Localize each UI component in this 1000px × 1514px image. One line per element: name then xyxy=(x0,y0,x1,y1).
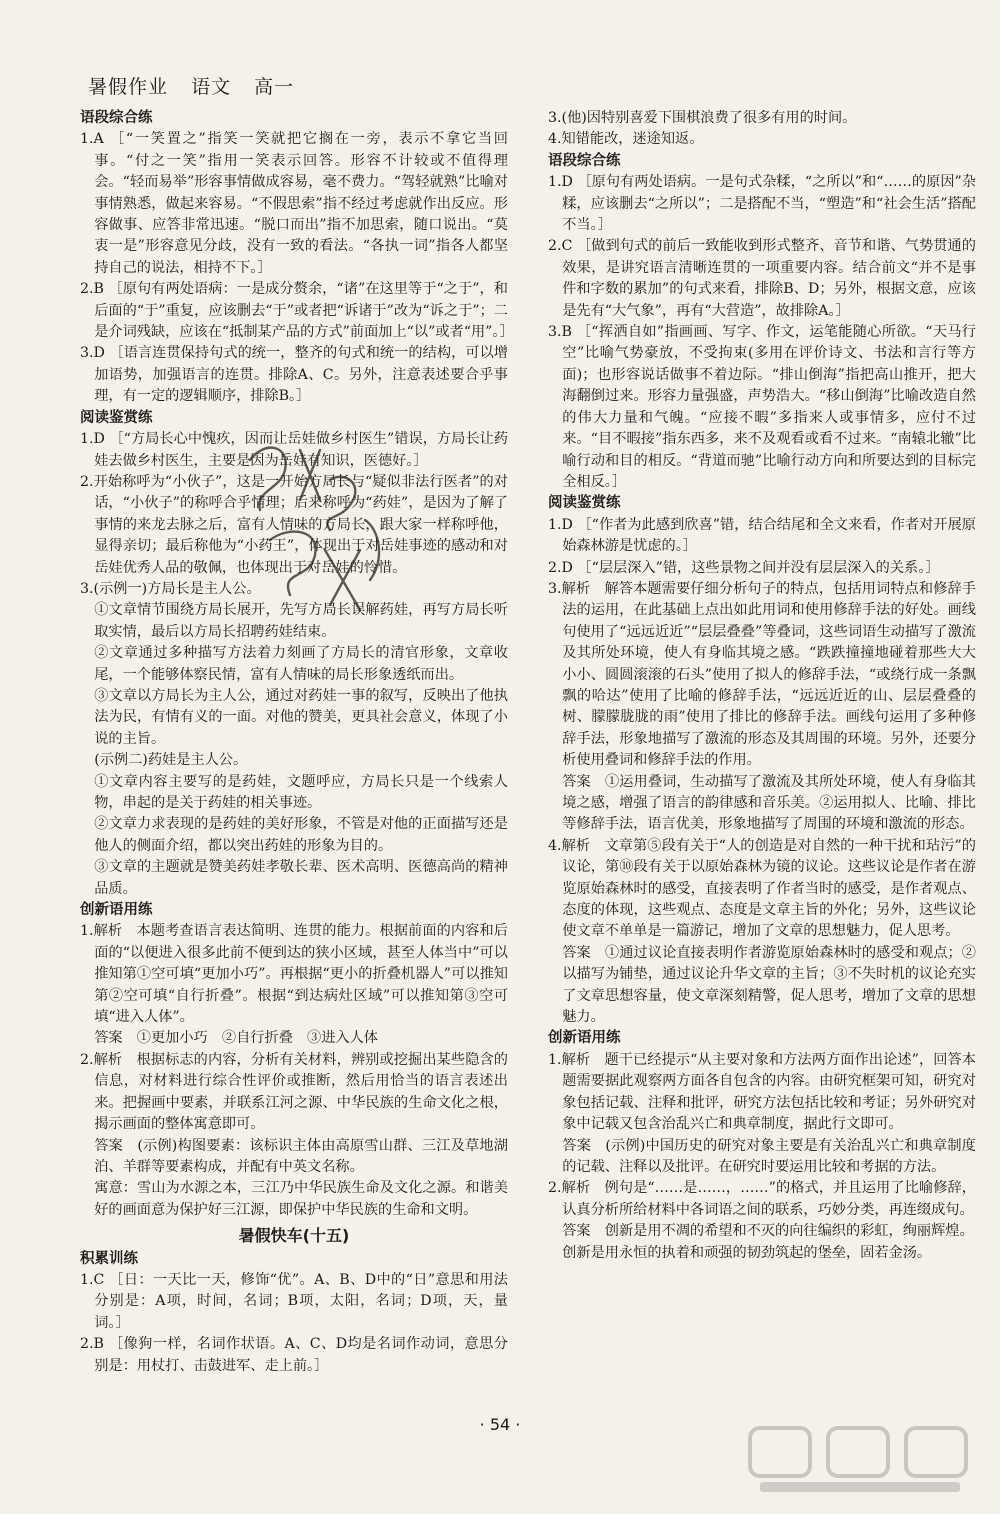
page-number: · 54 · xyxy=(479,1415,521,1434)
chapter-title: 暑假快车(十五) xyxy=(238,1226,350,1246)
question-paragraph: 2.解析 例句是“……是……，……”的格式，并且运用了比喻修辞，认真分析所给材料中各词语之间的联系，巧妙分类，再连缀成句。 xyxy=(548,1180,976,1218)
question-paragraph: 1.D ［原句有两处语病。一是句式杂糅，“之所以”和“……的原因”杂糅，应该删去“之所以”；二是搭配不当，“塑造”和“社会生活”搭配不当。］ xyxy=(548,174,976,234)
handwritten-watermark-icon xyxy=(230,420,400,630)
question-paragraph: 3.(示例一)方局长是主人公。 xyxy=(80,580,261,597)
right-column xyxy=(548,108,976,1264)
answer-paragraph: 寓意：雪山为水源之本，三江乃中华民族生命及文化之源。和谐美好的画面意为保护好三江源，即保护中华民族的生命和文明。 xyxy=(94,1180,508,1218)
question-paragraph: 2.开始称呼为“小伙子”，这是一开始方局长与“疑似非法行医者”的对话，“小伙子”的称呼合乎情理；后来称呼为“药娃”，是因为了解了事情的来龙去脉之后，富有人情味的方局长，跟大家一样称呼他，显得亲切；最后称他为“小药王”，体现出于对岳娃事迹的感动和对岳娃优秀人品的敬佩，也体现出于对岳娃的怜惜。 xyxy=(80,473,508,576)
question-paragraph: 1.C ［日：一天比一天，修饰“优”。A、B、D中的“日”意思和用法分别是：A项，时间，名词；B项，太阳，名词；D项，天，量词。］ xyxy=(80,1271,508,1331)
left-column xyxy=(80,108,514,1377)
question-paragraph: 2.D ［“层层深入”错，这些景物之间并没有层层深入的关系。］ xyxy=(548,559,940,576)
header-subject: 语文 xyxy=(191,76,232,98)
question-paragraph: 3.(他)因特别喜爱下围棋浪费了很多有用的时间。 xyxy=(548,110,857,126)
question-paragraph: 1.解析 题干已经提示“从主要对象和方法两方面作出论述”，回答本题需要据此观察两方面各自包含的内容。由研究框架可知，研究对象包括记载、注释和批评，研究方法包括比较和考证；另外研究对象中记载又包含治乱兴亡和典章制度，据此行文即可。 xyxy=(548,1051,976,1133)
answer-paragraph: 答案 ①通过议论直接表明作者游览原始森林时的感受和观点；②以描写为铺垫，通过议论升华文章的主旨；③不失时机的议论充实了文章思想容量，使文章深刻精警，促人思考，增加了文章的思想魅力。 xyxy=(562,944,976,1026)
question-paragraph: 4.知错能改，迷途知返。 xyxy=(548,131,704,148)
question-paragraph: 3.D ［语言连贯保持句式的统一，整齐的句式和统一的结构，可以增加语势，加强语言的连贯。排除A、C。另外，注意表述要合乎事理，有一定的逻辑顺序，排除B。］ xyxy=(80,345,508,405)
answer-paragraph: 答案 ①更加小巧 ②自行折叠 ③进入人体 xyxy=(94,1030,378,1047)
header-grade: 高一 xyxy=(254,76,295,98)
sub-paragraph: 创新是用永恒的执着和顽强的韧劲筑起的堡垒，固若金汤。 xyxy=(562,1244,932,1261)
answer-paragraph: 答案 (示例)中国历史的研究对象主要是有关治乱兴亡和典章制度的记载、注释以及批评。在研究时要运用比较和考据的方法。 xyxy=(562,1137,976,1175)
sub-paragraph: ①文章情节围绕方局长展开，先写方局长误解药娃，再写方局长听取实情，最后以方局长招聘药娃结束。 xyxy=(94,602,508,640)
sub-paragraph: ①文章内容主要写的是药娃，文题呼应，方局长只是一个线索人物，串起的是关于药娃的相关事迹。 xyxy=(94,773,508,811)
question-paragraph: 1.A ［“一笑置之”指笑一笑就把它搁在一旁，表示不拿它当回事。“付之一笑”指用一笑表示回答。形容不计较或不值得理会。“轻而易举”形容事情做成容易，毫不费力。“驾轻就熟”比喻对事情熟悉，做起来容易。“不假思索”指不经过考虑就作出反应。形容做事、应答非常迅速。“脱口而出”指不加思索，随口说出。“莫衷一是”形容意见分歧，没有一致的看法。“各执一词”指各人都坚持自己的说法，相持不下。］ xyxy=(80,131,508,276)
question-paragraph: 1.D ［“方局长心中愧疚，因而让岳娃做乡村医生”错误，方局长让药娃去做乡村医生，主要是因为岳娃有知识，医德好。］ xyxy=(80,431,508,469)
answer-paragraph: 答案 创新是用不凋的希望和不灭的向往编织的彩虹，绚丽辉煌。 xyxy=(562,1223,974,1240)
answer-paragraph: 答案 (示例)构图要素：该标识主体由高原雪山群、三江及草地湖泊、羊群等要素构成，并配有中英文名称。 xyxy=(94,1137,508,1175)
sub-paragraph: ②文章通过多种描写方法着力刻画了方局长的清官形象，文章收尾，一个能够体察民情，富有人情味的局长形象透纸而出。 xyxy=(94,645,508,683)
sub-paragraph: ③文章的主题就是赞美药娃孝敬长辈、医术高明、医德高尚的精神品质。 xyxy=(94,859,508,897)
header-book: 暑假作业 xyxy=(88,76,169,98)
question-paragraph: 1.D ［“作者为此感到欣喜”错，结合结尾和全文来看，作者对开展原始森林游是忧虑的。］ xyxy=(548,516,976,555)
section-heading: 创新语用练 xyxy=(548,1030,621,1047)
section-heading: 语段综合练 xyxy=(80,110,153,126)
section-heading: 阅读鉴赏练 xyxy=(548,495,621,512)
question-paragraph: 3.解析 解答本题需要仔细分析句子的特点，包括用词特点和修辞手法的运用，在此基础上点出如此用词和使用修辞手法的好处。画线句使用了“远远近近”“层层叠叠”等叠词，这些词语生动描写了激流及其所处环境，使人有身临其境之感。“跌跌撞撞地碰着那些大大小小、圆圆滚滚的石头”使用了拟人的修辞手法，“或绕行成一条飘飘的哈达”使用了比喻的修辞手法，“远远近近的山、层层叠叠的树、朦朦胧胧的雨”使用了排比的修辞手法。画线句运用了多种修辞手法，形象地描写了激流的形态及其周围的环境。另外，还要分析使用叠词和修辞手法的作用。 xyxy=(548,580,976,769)
section-heading: 语段综合练 xyxy=(548,152,621,169)
question-paragraph: 2.解析 根据标志的内容，分析有关材料，辨别或挖掘出某些隐含的信息，对材料进行综合性评价或推断，然后用恰当的语言表述出来。把握画中要素，并联系江河之源、中华民族的生命文化之根，揭示画面的整体寓意即可。 xyxy=(80,1051,508,1133)
question-paragraph: 1.解析 本题考查语言表达简明、连贯的能力。根据前面的内容和后面的“以便进入很多此前不便到达的狭小区域，甚至人体当中”可以推知第①空可填“更加小巧”。再根据“更小的折叠机器人”可以推知第②空可填“自行折叠”。根据“到达病灶区域”可以推知第③空可填“进入人体”。 xyxy=(80,923,508,1026)
sub-paragraph: (示例二)药娃是主人公。 xyxy=(94,752,248,769)
question-paragraph: 2.C ［做到句式的前后一致能收到形式整齐、音节和谐、气势贯通的效果，是讲究语言清晰连贯的一项重要内容。结合前文“并不是事件和字数的累加”的句式来看，排除B、D；另外，根据文意，应该是先有“大气象”，再有“大营造”，故排除A。］ xyxy=(548,238,976,319)
question-paragraph: 2.B ［像狗一样，名词作状语。A、C、D均是名词作动词，意思分别是：用杖打、击鼓进军、走上前。］ xyxy=(80,1336,508,1374)
sub-paragraph: ②文章力求表现的是药娃的美好形象，不管是对他的正面描写还是他人的侧面介绍，都以突出药娃的形象为目的。 xyxy=(94,816,508,854)
section-heading: 阅读鉴赏练 xyxy=(80,409,153,426)
question-paragraph: 2.B ［原句有两处语病：一是成分赘余，“诸”在这里等于“之于”，和后面的“于”重复，应该删去“于”或者把“诉诸于”改为“诉之于”；二是介词残缺，应该在“抵制某产品的方式”前面加上“以”或者“用”。］ xyxy=(80,281,514,341)
page-header xyxy=(88,72,310,99)
answer-paragraph: 答案 ①运用叠词，生动描写了激流及其所处环境，使人有身临其境之感，增强了语言的韵律感和音乐美。②运用拟人、比喻、排比等修辞手法，语言优美，形象地描写了周围的环境和激流的形态。 xyxy=(562,773,976,833)
section-heading: 创新语用练 xyxy=(80,902,153,919)
question-paragraph: 3.B ［“挥洒自如”指画画、写字、作文，运笔能随心所欲。“天马行空”比喻气势豪放，不受拘束(多用在评价诗文、书法和言行等方面)；也形容说话做事不着边际。“排山倒海”指把高山推开，把大海翻倒过来。形容力量强盛，声势浩大。“移山倒海”比喻改造自然的伟大力量和气魄。“应接不暇”多指来人或事情多，应付不过来。“目不暇接”指东西多，来不及观看或看不过来。“南辕北辙”比喻行动和目的相反。“背道而驰”比喻行动方向和所要达到的目标完全相反。］ xyxy=(548,324,976,490)
section-heading: 积累训练 xyxy=(80,1250,138,1267)
sub-paragraph: ③文章以方局长为主人公，通过对药娃一事的叙写，反映出了他执法为民，有情有义的一面。对他的赞美，更具社会意义，体现了小说的主旨。 xyxy=(94,687,508,747)
question-paragraph: 4.解析 文章第⑤段有关于“人的创造是对自然的一种干扰和玷污”的议论，第⑩段有关于以原始森林为镜的议论。这些议论是作者在游览原始森林时的感受，直接表明了作者当时的感受，是作者观点、态度的体现，这些观点、态度是文章主旨的外化；另外，这些议论使文章不单单是一篇游记，增加了文章的思想魅力，促人思考。 xyxy=(548,837,976,940)
